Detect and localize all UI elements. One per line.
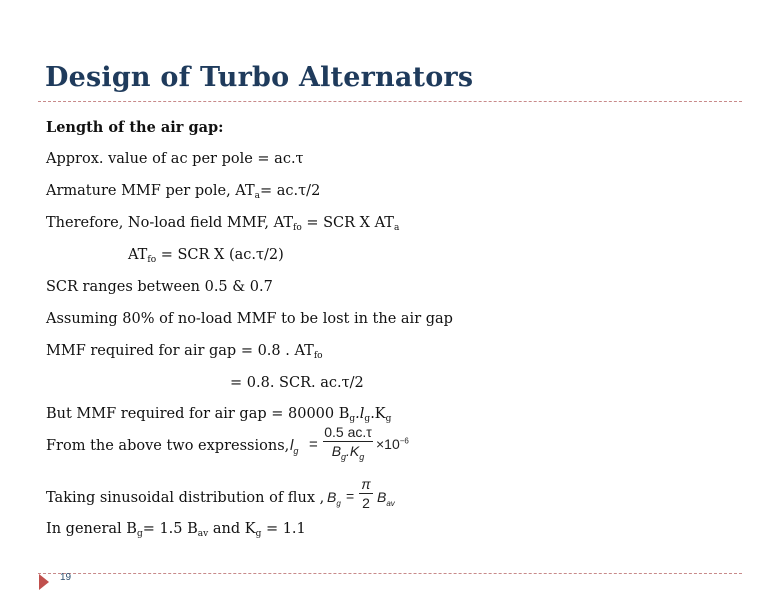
- text-line-noload-mmf: Therefore, No-load field MMF, $AT_{fo}$ = SCR X $AT_a$: [46, 215, 400, 233]
- text-line-mmf-expanded: = 0.8. SCR. ac.τ/2: [230, 375, 364, 391]
- text-line-scr-range: SCR ranges between 0.5 & 0.7: [46, 279, 273, 295]
- text-line-mmf-bg: But MMF required for air gap = 80000 $B_g.l_g.K_g$: [46, 406, 392, 424]
- title-divider: [38, 101, 742, 102]
- page-number: 19: [60, 572, 72, 583]
- formula-air-gap-length: $l_g$ = 0.5 ac.τ $B_g.K_g$ $\times 10^{-6}$: [290, 424, 409, 462]
- text-line-assumption: Assuming 80% of no-load MMF to be lost in the air gap: [46, 311, 453, 327]
- text-line-atfo: $AT_{fo}$ = SCR X (ac.τ/2): [128, 247, 284, 265]
- section-heading: Length of the air gap:: [46, 119, 224, 136]
- formula-flux-density: $B_g$ = π 2 $B_{av}$: [327, 476, 395, 511]
- text-line-two-expressions: From the above two expressions,: [46, 438, 290, 454]
- text-line-sinusoidal: Taking sinusoidal distribution of flux ,: [46, 490, 325, 506]
- page-marker-arrow-icon: [39, 574, 49, 590]
- text-line-armature-mmf: Armature MMF per pole, $AT_a= ac.\tau/2$: [46, 183, 321, 201]
- text-line-general-values: In general $B_g= 1.5$ $B_{av}$ and $K_g = 1.1$: [46, 521, 306, 539]
- footer-divider: [38, 573, 742, 574]
- text-line-ac-per-pole: Approx. value of ac per pole = ac.τ: [46, 151, 304, 167]
- text-line-mmf-air-gap: MMF required for air gap = 0.8 . $AT_{fo}$: [46, 343, 323, 361]
- slide-title: Design of Turbo Alternators: [45, 62, 474, 93]
